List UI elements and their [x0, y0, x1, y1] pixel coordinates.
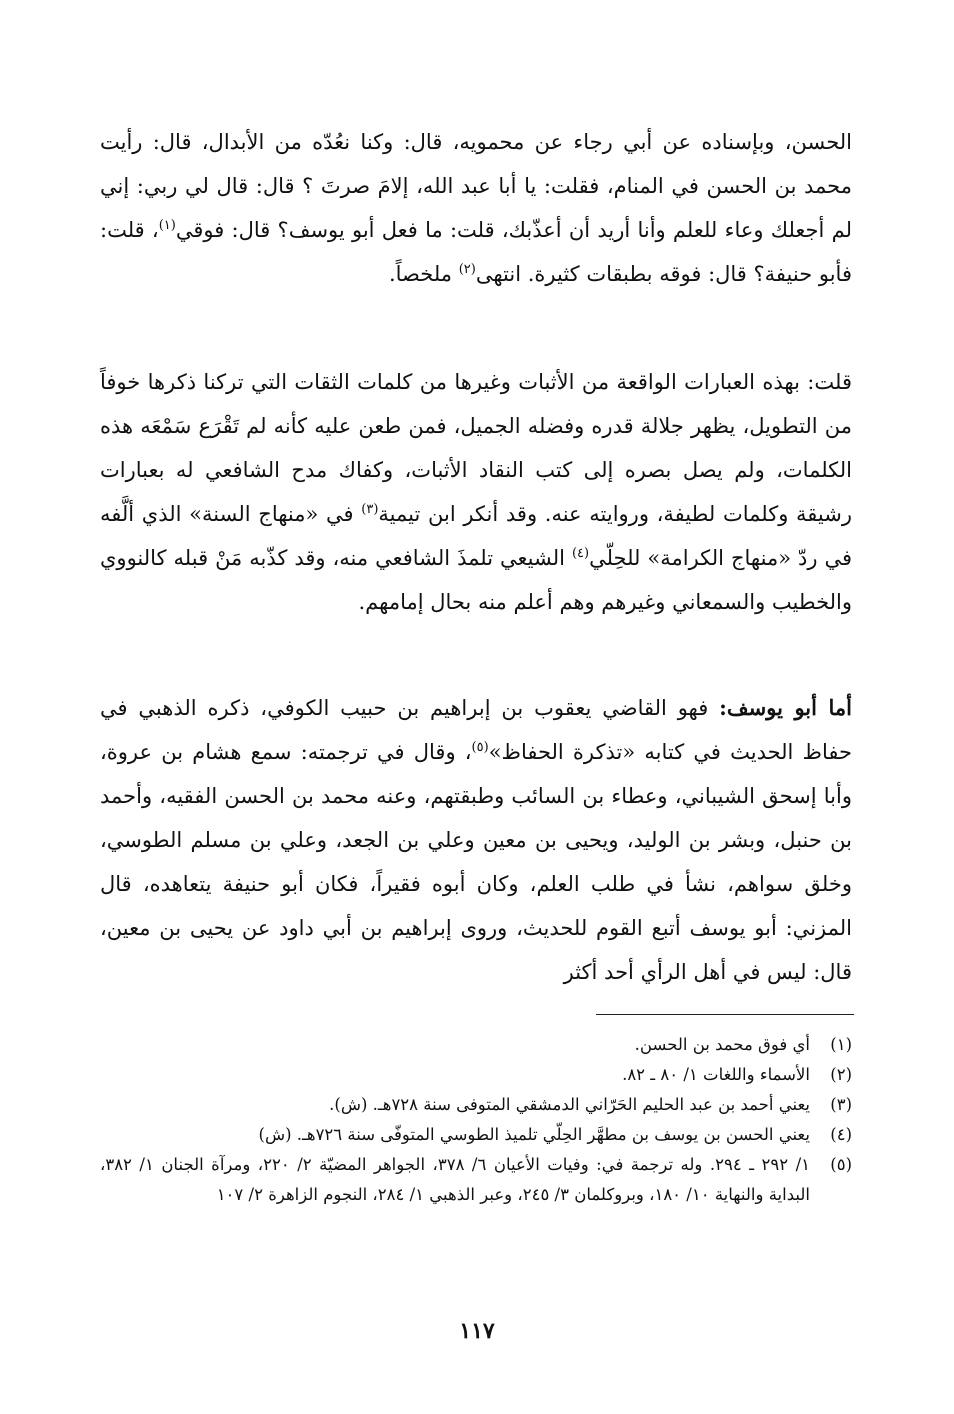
footnote-text: أي فوق محمد بن الحسن.: [634, 1035, 810, 1054]
paragraph-2-text: [100, 360, 852, 624]
paragraph-3-text: [100, 686, 852, 994]
paragraph-1: [100, 120, 852, 296]
footnote-item: [100, 1120, 852, 1150]
paragraph-2: [100, 360, 852, 624]
paragraph-2-segment-b: في «منهاج السنة» الذي ألَّفه في ردّ «منهاج الكرامة» للحِلّي: [100, 502, 852, 570]
footnote-text: يعني الحسن بن يوسف بن مطهَّر الحِلّي تلميذ الطوسي المتوفّى سنة ٧٢٦هـ. (ش): [258, 1125, 810, 1144]
footnote-number: (١): [830, 1035, 852, 1054]
paragraph-3: [100, 686, 852, 994]
footnote-ref-5: (٥): [471, 740, 489, 755]
footnote-number: (٣): [830, 1095, 852, 1114]
paragraph-3-segment-b: ، وقال في ترجمته: سمع هشام بن عروة، وأبا إسحق الشيباني، وعطاء بن السائب وطبقتهم، وعنه محمد بن الحسن الفقيه، وأحمد بن حنبل، وبشر بن الوليد، ويحيى بن معين وعلي بن الجعد، وعلي بن مسلم الطوسي، وخلق سواهم، نشأ في طلب العلم، وكان أبوه فقيراً، فكان أبو حنيفة يتعاهده، قال المزني: أبو يوسف أتبع القوم للحديث، وروى إبراهيم بن أبي داود عن يحيى بن معين، قال: ليس في أهل الرأي أحد أكثر: [100, 740, 852, 984]
paragraph-3-segment-a: فهو القاضي يعقوب بن إبراهيم بن حبيب الكوفي، ذكره الذهبي في حفاظ الحديث في كتابه «تذكرة الحفاظ»: [100, 696, 852, 764]
paragraph-2-segment-c: الشيعي تلمذَ الشافعي منه، وقد كذّبه مَنْ قبله كالنووي والخطيب والسمعاني وغيرهم وهم أعلم منه بحال إمامهم.: [100, 546, 852, 614]
footnote-ref-2: (٢): [458, 262, 476, 277]
footnote-number: (٥): [830, 1155, 852, 1174]
footnote-ref-4: (٤): [571, 546, 590, 561]
paragraph-1-segment-a: الحسن، وبإسناده عن أبي رجاء عن محمويه، قال: وكنا نعُدّه من الأبدال، قال: رأيت محمد بن الحسن في المنام، فقلت: يا أبا عبد الله، إلامَ صرتَ ؟ قال: قال لي ربي: إني لم أجعلك وعاء للعلم وأنا أريد أن أعذّبك، قلت: ما فعل أبو يوسف؟ قال: فوقي: [100, 130, 852, 242]
footnote-ref-1: (١): [158, 218, 176, 233]
footnote-text: الأسماء واللغات ١/ ٨٠ ـ ٨٢.: [622, 1065, 810, 1084]
paragraph-1-segment-c: ملخصاً.: [388, 262, 459, 286]
footnote-item: [100, 1090, 852, 1120]
footnote-ref-3: (٣): [361, 502, 379, 517]
footnote-text: ١/ ٢٩٢ ـ ٢٩٤. وله ترجمة في: وفيات الأعيان ٦/ ٣٧٨، الجواهر المضيّة ٢/ ٢٢٠، ومرآة الجنان ١/ ٣٨٢، البداية والنهاية ١٠/ ١٨٠، وبروكلمان ٣/ ٢٤٥، وعبر الذهبي ١/ ٢٨٤، النجوم الزاهرة ٢/ ١٠٧: [100, 1155, 811, 1204]
footnote-number: (٤): [830, 1125, 852, 1144]
footnote-number: (٢): [830, 1065, 852, 1084]
paragraph-1-text: [100, 120, 852, 296]
footnote-text: يعني أحمد بن عبد الحليم الحَرّاني الدمشقي المتوفى سنة ٧٢٨هـ. (ش).: [329, 1095, 810, 1114]
footnotes-list: [100, 1030, 852, 1210]
footnote-item: [100, 1060, 852, 1090]
footnote-item: [100, 1150, 852, 1210]
page-number: ١١٧: [459, 1318, 495, 1344]
paragraph-3-lead: أما أبو يوسف:: [719, 695, 852, 720]
footnote-item: [100, 1030, 852, 1060]
paragraph-2-segment-a: قلت: بهذه العبارات الواقعة من الأثبات وغيرها من كلمات الثقات التي تركنا ذكرها خوفاً من التطويل، يظهر جلالة قدره وفضله الجميل، فمن طعن عليه كأنه لم تَقْرَع سَمْعَه هذه الكلمات، ولم يصل بصره إلى كتب النقاد الأثبات، وكفاك مدح الشافعي له بعبارات رشيقة وكلمات لطيفة، وروايته عنه. وقد أنكر ابن تيمية: [100, 370, 852, 526]
footnote-divider: [596, 1014, 854, 1015]
paragraph-1-segment-b: ، قلت: فأبو حنيفة؟ قال: فوقه بطبقات كثيرة. انتهى: [100, 218, 852, 286]
